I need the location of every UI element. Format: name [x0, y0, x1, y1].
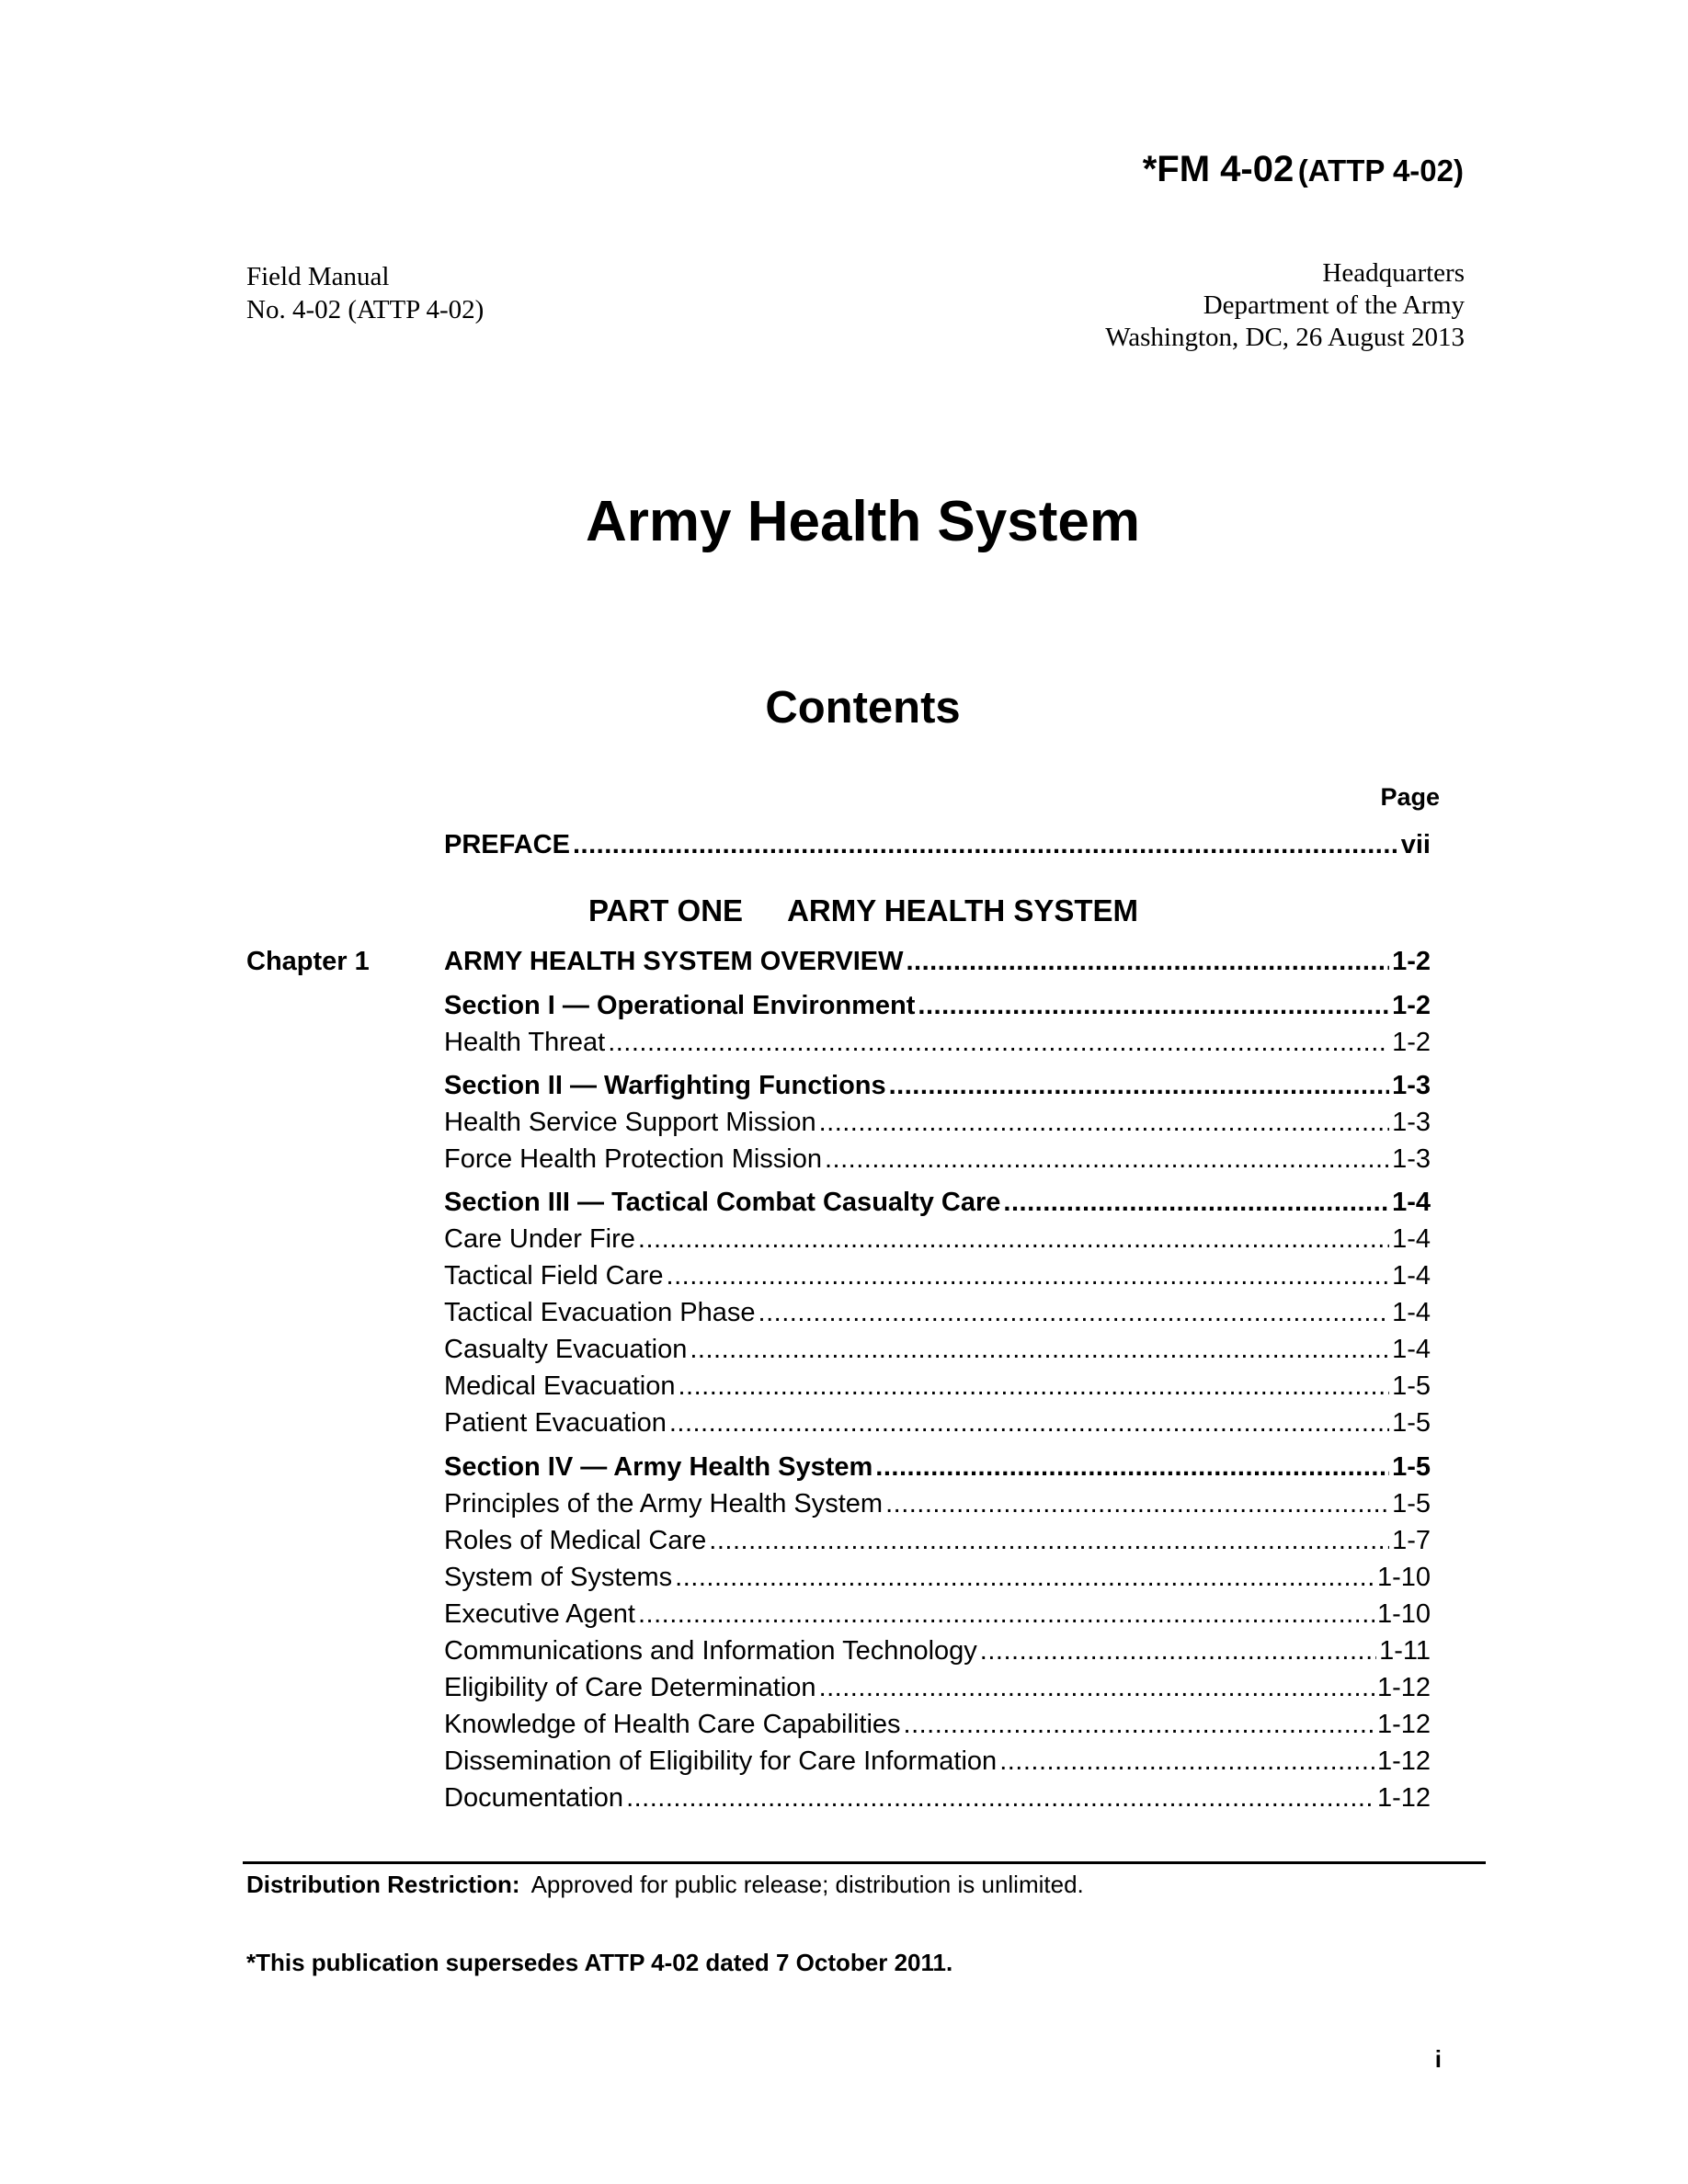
toc-entry-title: PREFACE — [444, 830, 570, 859]
toc-leader-dots — [904, 1706, 1374, 1743]
toc-entry-title: System of Systems — [444, 1563, 673, 1592]
toc-entry-page: 1-5 — [1392, 1408, 1431, 1438]
toc-entry-page: 1-4 — [1392, 1224, 1431, 1254]
toc-entry[interactable] — [444, 1104, 1431, 1141]
toc-leader-dots — [638, 1596, 1374, 1632]
toc-leader-dots — [1003, 1184, 1389, 1221]
toc-entry[interactable] — [444, 1485, 1431, 1522]
toc-entry[interactable] — [444, 1024, 1431, 1061]
toc-leader-dots — [999, 1743, 1374, 1780]
toc-entry[interactable] — [444, 1449, 1431, 1485]
toc-entry-page: 1-5 — [1392, 1452, 1431, 1482]
field-manual-label: Field Manual — [246, 262, 390, 291]
toc-entry-title: Communications and Information Technology — [444, 1636, 977, 1666]
toc-entry-preface[interactable] — [444, 826, 1431, 863]
toc-entry[interactable] — [444, 1743, 1431, 1780]
toc-entry[interactable] — [444, 1141, 1431, 1177]
toc-entry[interactable] — [444, 1184, 1431, 1221]
toc-entry-page: 1-3 — [1392, 1144, 1431, 1174]
contents-heading: Contents — [765, 683, 961, 733]
toc-leader-dots — [669, 1405, 1389, 1441]
toc-leader-dots — [825, 1141, 1389, 1177]
toc-entry-page: 1-2 — [1392, 991, 1431, 1020]
toc-entry-title: Roles of Medical Care — [444, 1526, 707, 1555]
page-title: Army Health System — [585, 490, 1141, 553]
toc-entry-page: 1-5 — [1392, 1489, 1431, 1519]
toc-entry-page: 1-4 — [1392, 1298, 1431, 1327]
toc-leader-dots — [626, 1780, 1374, 1816]
toc-entry-page: vii — [1400, 830, 1431, 859]
toc-entry-title: Casualty Evacuation — [444, 1335, 688, 1364]
toc-leader-dots — [638, 1221, 1389, 1257]
toc-entry-title: Knowledge of Health Care Capabilities — [444, 1710, 901, 1739]
distribution-text: Approved for public release; distribution is unlimited. — [530, 1871, 1084, 1898]
toc-entry-title: Section I — Operational Environment — [444, 991, 916, 1020]
toc-leader-dots — [819, 1669, 1374, 1706]
toc-entry[interactable] — [444, 1632, 1431, 1669]
toc-entry-page: 1-12 — [1376, 1710, 1431, 1739]
toc-entry-page: 1-12 — [1376, 1783, 1431, 1813]
toc-leader-dots — [608, 1024, 1389, 1061]
toc-entry[interactable] — [444, 1706, 1431, 1743]
document-id — [1143, 149, 1464, 190]
toc-entry-title: Executive Agent — [444, 1599, 635, 1629]
toc-leader-dots — [918, 987, 1389, 1024]
toc-entry-page: 1-5 — [1392, 1371, 1431, 1401]
chapter-label: Chapter 1 — [246, 947, 370, 976]
toc-entry-page: 1-4 — [1392, 1188, 1431, 1217]
toc-entry-page: 1-12 — [1376, 1673, 1431, 1702]
toc-entry[interactable] — [444, 1596, 1431, 1632]
field-manual-block — [246, 260, 484, 326]
toc-leader-dots — [819, 1104, 1390, 1141]
toc-entry[interactable] — [444, 1331, 1431, 1368]
toc-leader-dots — [907, 943, 1390, 980]
toc-entry[interactable] — [444, 987, 1431, 1024]
toc-entry-page: 1-3 — [1392, 1071, 1431, 1100]
part-label: PART ONE — [588, 893, 744, 927]
toc-entry-title: Documentation — [444, 1783, 624, 1813]
toc-entry-title: Section IV — Army Health System — [444, 1452, 873, 1482]
headquarters-block — [1105, 257, 1465, 354]
toc-entry[interactable] — [444, 1405, 1431, 1441]
toc-entry-page: 1-2 — [1392, 1028, 1431, 1057]
supersedes-note: *This publication supersedes ATTP 4-02 dated 7 October 2011. — [246, 1949, 953, 1976]
toc-entry[interactable] — [444, 1368, 1431, 1405]
distribution-label: Distribution Restriction: — [246, 1871, 520, 1898]
toc-entry-page: 1-3 — [1392, 1108, 1431, 1137]
page-column-label: Page — [1380, 783, 1440, 811]
footer-divider — [243, 1861, 1486, 1864]
toc-entry[interactable] — [444, 1559, 1431, 1596]
location-date-line: Washington, DC, 26 August 2013 — [1105, 323, 1465, 352]
toc-entry[interactable] — [444, 1522, 1431, 1559]
page-number: i — [1434, 2045, 1442, 2073]
toc-entry-page: 1-10 — [1376, 1563, 1431, 1592]
headquarters-line: Headquarters — [1322, 258, 1465, 288]
toc-leader-dots — [573, 826, 1398, 863]
toc-leader-dots — [690, 1331, 1389, 1368]
document-id-alt: (ATTP 4-02) — [1297, 154, 1464, 188]
toc-entry-page: 1-10 — [1376, 1599, 1431, 1629]
toc-leader-dots — [980, 1632, 1376, 1669]
toc-entry-page: 1-11 — [1379, 1636, 1431, 1666]
toc-entry-title: ARMY HEALTH SYSTEM OVERVIEW — [444, 947, 904, 976]
toc-entry-title: Section II — Warfighting Functions — [444, 1071, 886, 1100]
toc-leader-dots — [709, 1522, 1389, 1559]
toc-leader-dots — [675, 1559, 1374, 1596]
distribution-restriction — [246, 1871, 1084, 1899]
toc-leader-dots — [885, 1485, 1389, 1522]
toc-entry-page: 1-12 — [1376, 1746, 1431, 1776]
toc-entry-title: Health Service Support Mission — [444, 1108, 816, 1137]
toc-entry-title: Care Under Fire — [444, 1224, 635, 1254]
toc-entry[interactable] — [444, 1257, 1431, 1294]
part-title: ARMY HEALTH SYSTEM — [787, 893, 1139, 927]
toc-entry-page: 1-7 — [1392, 1526, 1431, 1555]
toc-leader-dots — [889, 1067, 1389, 1104]
toc-entry[interactable] — [444, 1669, 1431, 1706]
toc-entry-title: Force Health Protection Mission — [444, 1144, 822, 1174]
toc-entry[interactable] — [444, 1780, 1431, 1816]
toc-leader-dots — [667, 1257, 1390, 1294]
toc-entry-page: 1-4 — [1392, 1261, 1431, 1291]
toc-entry[interactable] — [444, 1294, 1431, 1331]
toc-leader-dots — [875, 1449, 1389, 1485]
field-manual-number: No. 4-02 (ATTP 4-02) — [246, 295, 485, 324]
toc-entry[interactable] — [444, 1067, 1431, 1104]
toc-entry-title: Principles of the Army Health System — [444, 1489, 884, 1519]
toc-leader-dots — [678, 1368, 1389, 1405]
toc-entry[interactable] — [444, 1221, 1431, 1257]
toc-entry-title: Dissemination of Eligibility for Care Information — [444, 1746, 998, 1776]
toc-entry-title: Tactical Evacuation Phase — [444, 1298, 756, 1327]
toc-entry[interactable] — [444, 943, 1431, 980]
toc-entry-title: Health Threat — [444, 1028, 606, 1057]
toc-entry-title: Eligibility of Care Determination — [444, 1673, 816, 1702]
toc-entry-title: Section III — Tactical Combat Casualty Care — [444, 1188, 1001, 1217]
department-line: Department of the Army — [1203, 290, 1465, 320]
toc-entry-page: 1-2 — [1392, 947, 1431, 976]
document-id-main: *FM 4-02 — [1142, 149, 1295, 189]
toc-entry-page: 1-4 — [1392, 1335, 1431, 1364]
part-heading — [588, 893, 1138, 928]
toc-entry-title: Tactical Field Care — [444, 1261, 664, 1291]
toc-leader-dots — [758, 1294, 1390, 1331]
toc-entry-title: Patient Evacuation — [444, 1408, 667, 1438]
toc-entry-title: Medical Evacuation — [444, 1371, 676, 1401]
